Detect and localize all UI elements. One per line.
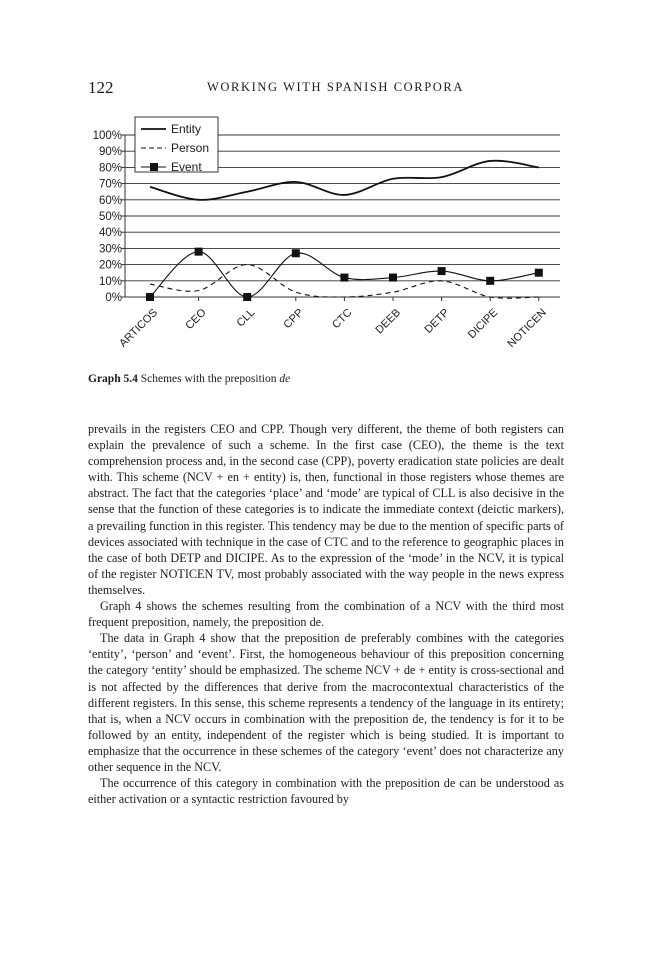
event-point [243,293,251,301]
running-head: WORKING WITH SPANISH CORPORA [207,80,464,94]
line-chart [0,0,650,370]
y-tick-label: 40% [98,227,122,240]
body-text [88,421,564,807]
legend-label: Event [171,160,202,174]
y-tick-label: 90% [98,146,122,159]
paragraph: prevails in the registers CEO and CPP. Though very different, the theme of both registers can explain the prevalence of such a scheme. In the first case (CEO), the theme is the text comprehension process and, in the second case (CPP), poverty eradication state policies are dealt with. This scheme (NCV + en + entity) is, then, functional in those registers whose themes are abstract. The fact that the categories ‘place’ and ‘mode’ are typical of CLL is also decisive in the sense that the function of these categories is to indicate the immediate context (deictic markers), a prevailing function in this register. This tendency may be due to the mention of specific parts of devices associated with technique in the case of CTC and to the reference to geographic places in the case of both DETP and DICIPE. As to the expression of the ‘mode’ in the NCV, it is typical of the register NOTICEN TV, most probably associated with the way people in the news express themselves. [88,422,564,597]
paragraph: The data in Graph 4 show that the preposition de preferably combines with the categories ‘entity’, ‘person’ and ‘event’. First, the homogeneous behaviour of this preposition concerning the category ‘entity’ should be emphasized. The scheme NCV + de + entity is cross-sectional and is not affected by the differences that derive from the macrocontextual characteristics of the different registers. In this sense, this scheme represents a tendency of the language in its entirety; that is, when a NCV occurs in combination with the preposition de, the tendency is for it to be followed by an entity, independent of the register which is being studied. It is important to emphasize that the occurrence in these schemes of the category ‘event’ does not characterize any other sequence in the NCV. [88,631,564,774]
paragraph: Graph 4 shows the schemes resulting from the combination of a NCV with the third most frequent preposition, namely, the preposition de. [88,599,564,630]
paragraph: The occurrence of this category in combination with the preposition de can be understood as either activation or a syntactic restriction favoured by [88,776,564,807]
legend-label: Entity [171,122,202,136]
chart-legend [135,117,218,174]
caption-term: de [279,373,291,385]
event-point [146,293,154,301]
caption-label: Graph 5.4 [88,373,138,385]
y-tick-label: 50% [98,211,122,223]
x-tick-label: DEEB [373,306,404,337]
event-point [195,248,203,256]
x-tick-label: ARTICOS [117,306,161,350]
x-tick-label: CEO [183,306,209,332]
event-point [535,269,543,277]
event-point [340,274,348,282]
legend-marker [150,163,158,171]
y-tick-label: 10% [98,275,122,288]
figure-caption [88,373,290,385]
event-point [389,274,397,282]
y-tick-label: 60% [98,194,122,207]
y-tick-label: 70% [98,178,122,191]
y-tick-label: 80% [98,162,122,175]
x-tick-label: DICIPE [465,306,501,342]
y-tick-label: 30% [98,243,122,256]
x-tick-label: CTC [330,306,355,332]
x-tick-label: CLL [234,306,258,330]
caption-text: Schemes with the preposition [137,373,280,385]
event-point [292,249,300,257]
x-tick-label: CPP [281,306,306,332]
event-point [486,277,494,285]
y-tick-label: 100% [92,130,122,142]
y-tick-label: 0% [105,292,122,304]
event-point [438,267,446,275]
x-tick-label: NOTICEN [505,306,549,351]
legend-label: Person [171,141,210,155]
page-number: 122 [88,78,114,97]
x-tick-label: DETP [422,306,452,336]
y-tick-label: 20% [98,259,122,272]
